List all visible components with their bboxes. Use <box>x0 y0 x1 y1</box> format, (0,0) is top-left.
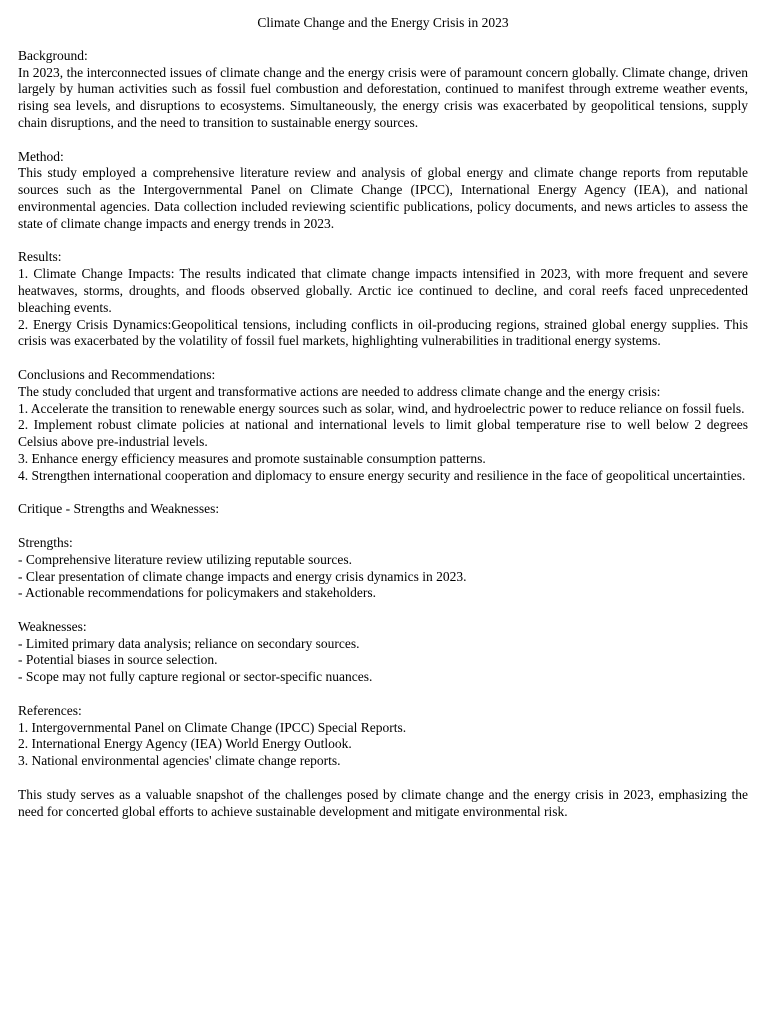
weaknesses-section <box>18 619 748 686</box>
closing-paragraph: This study serves as a valuable snapshot of the challenges posed by climate change and the energy crisis in 2023, emphasizing the need for concerted global efforts to achieve sustainable development and mitigate environmental risk. <box>18 786 748 819</box>
closing-section <box>18 787 748 821</box>
recommendation-item: 4. Strengthen international cooperation and diplomacy to ensure energy security and resilience in the face of geopolitical uncertainties. <box>18 467 746 483</box>
results-item: 1. Climate Change Impacts: The results indicated that climate change impacts intensified in 2023, with more frequent and severe heatwaves, storms, droughts, and floods observed globally. Arctic ice continued to decline, and coral reefs faced unprecedented bleaching events. <box>18 266 748 315</box>
critique-section <box>18 501 748 518</box>
results-section <box>18 249 748 350</box>
strength-item: - Comprehensive literature review utilizing reputable sources. <box>18 551 353 567</box>
background-paragraph: In 2023, the interconnected issues of climate change and the energy crisis were of paramount concern globally. Climate change, driven largely by human activities such as fossil fuel combustion and deforestation, continued to manifest through extreme weather events, rising sea levels, and disruptions to ecosystems. Simultaneously, the energy crisis was exacerbated by geopolitical tensions, supply chain disruptions, and the need to transition to sustainable energy sources. <box>18 64 748 130</box>
strengths-heading: Strengths: <box>18 534 73 550</box>
method-section <box>18 149 748 233</box>
document-page <box>18 15 748 837</box>
recommendation-item: 3. Enhance energy efficiency measures and promote sustainable consumption patterns. <box>18 450 486 466</box>
conclusions-section <box>18 367 748 485</box>
recommendation-item: 2. Implement robust climate policies at national and international levels to limit global temperature rise to well below 2 degrees Celsius above pre-industrial levels. <box>18 417 748 450</box>
conclusions-heading: Conclusions and Recommendations: <box>18 366 216 382</box>
method-heading: Method: <box>18 148 64 164</box>
strengths-section <box>18 535 748 602</box>
reference-item: 2. International Energy Agency (IEA) World Energy Outlook. <box>18 736 352 752</box>
results-heading: Results: <box>18 249 62 265</box>
weakness-item: - Scope may not fully capture regional or sector-specific nuances. <box>18 669 373 685</box>
weaknesses-heading: Weaknesses: <box>18 618 87 634</box>
method-paragraph: This study employed a comprehensive literature review and analysis of global energy and climate change reports from reputable sources such as the Intergovernmental Panel on Climate Change (IPCC), International Energy Agency (IEA), and national environmental agencies. Data collection included reviewing scientific publications, policy documents, and news articles to assess the state of climate change impacts and energy trends in 2023. <box>18 165 748 231</box>
critique-heading: Critique - Strengths and Weaknesses: <box>18 501 220 517</box>
weakness-item: - Potential biases in source selection. <box>18 652 218 668</box>
reference-item: 1. Intergovernmental Panel on Climate Change (IPCC) Special Reports. <box>18 719 407 735</box>
recommendation-item: 1. Accelerate the transition to renewable energy sources such as solar, wind, and hydroelectric power to reduce reliance on fossil fuels. <box>18 400 745 416</box>
results-item: 2. Energy Crisis Dynamics:Geopolitical tensions, including conflicts in oil-producing regions, strained global energy supplies. This crisis was exacerbated by the volatility of fossil fuel markets, highlighting vulnerabilities in traditional energy systems. <box>18 316 748 349</box>
weakness-item: - Limited primary data analysis; reliance on secondary sources. <box>18 635 360 651</box>
conclusions-intro: The study concluded that urgent and transformative actions are needed to address climate change and the energy crisis: <box>18 383 661 399</box>
strength-item: - Actionable recommendations for policymakers and stakeholders. <box>18 585 377 601</box>
background-section <box>18 48 748 132</box>
strength-item: - Clear presentation of climate change impacts and energy crisis dynamics in 2023. <box>18 568 467 584</box>
background-heading: Background: <box>18 47 88 63</box>
references-heading: References: <box>18 702 82 718</box>
references-section <box>18 703 748 770</box>
document-title: Climate Change and the Energy Crisis in 2023 <box>257 15 509 30</box>
reference-item: 3. National environmental agencies' climate change reports. <box>18 753 341 769</box>
